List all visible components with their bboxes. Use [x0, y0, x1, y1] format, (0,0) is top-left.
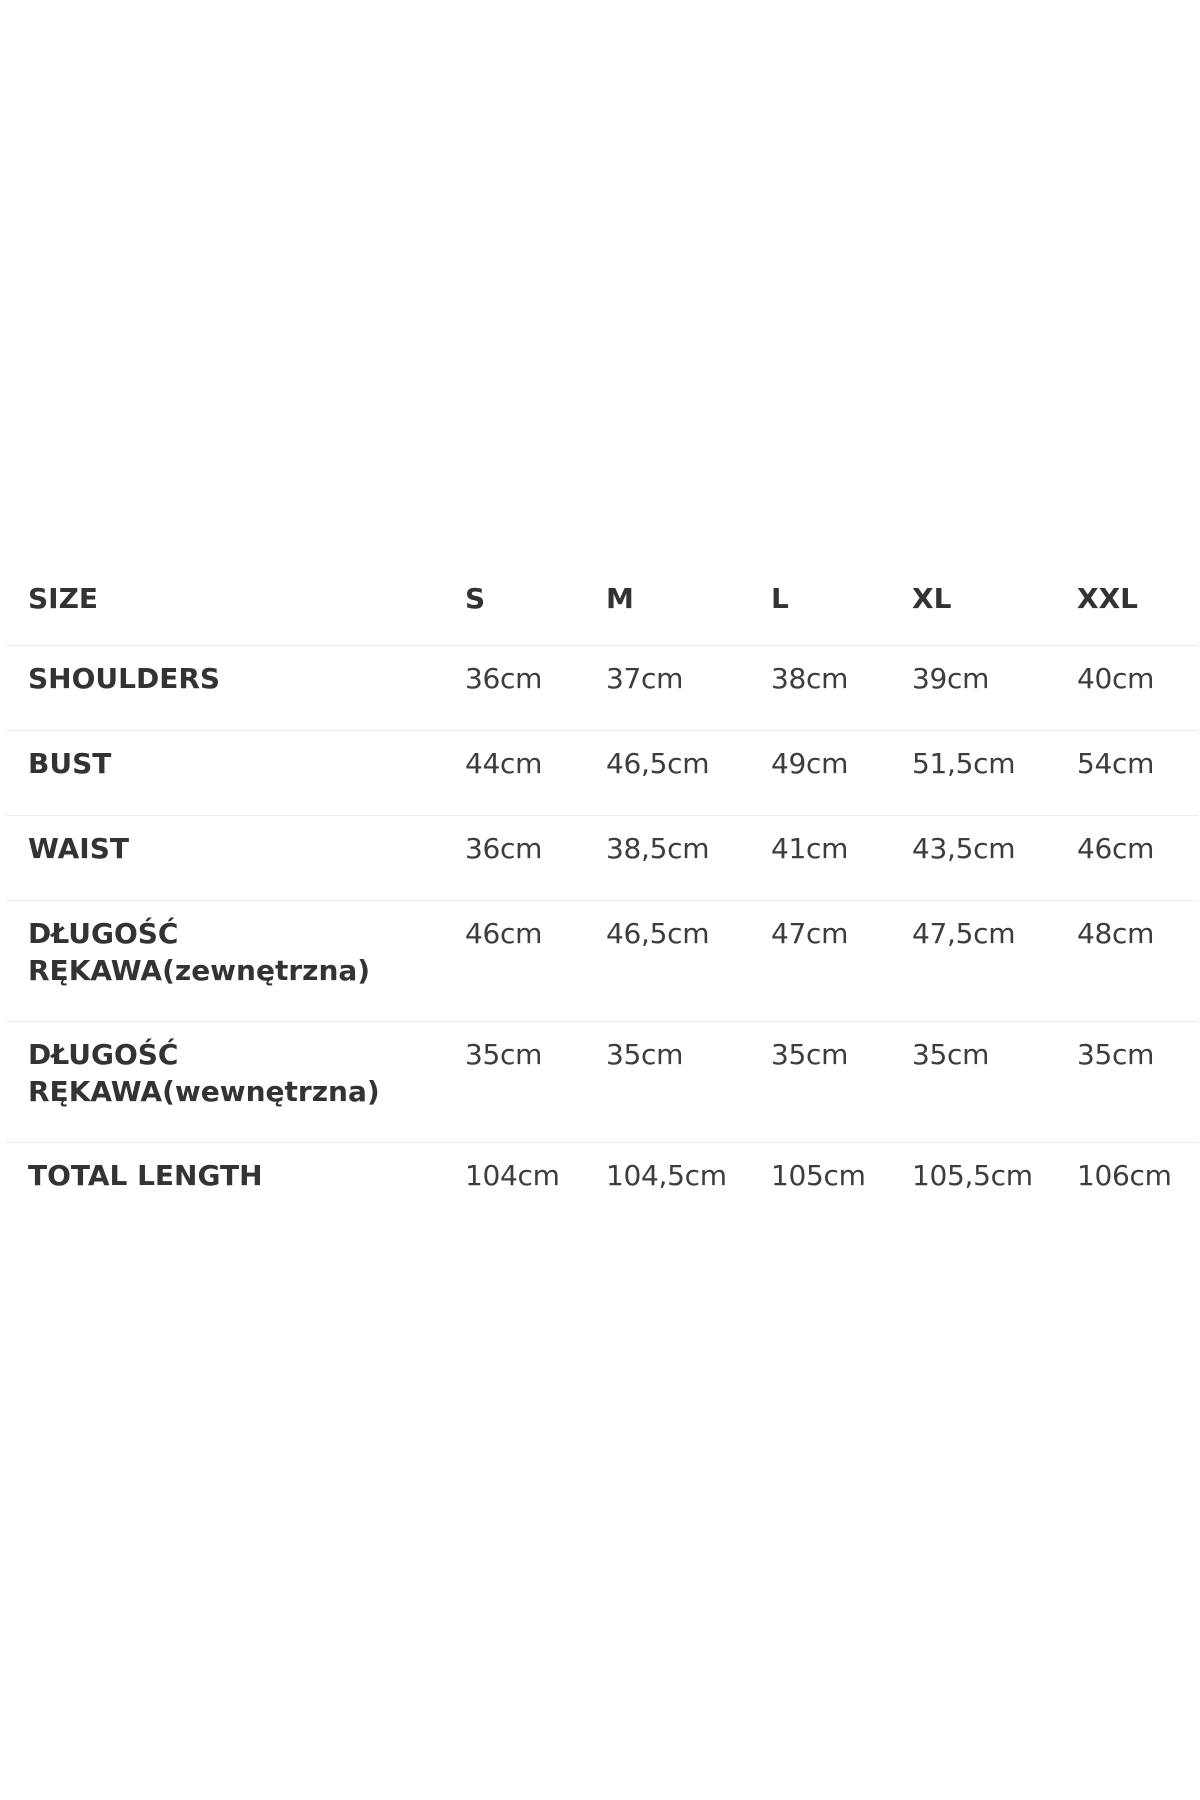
header-size-s: S: [465, 582, 486, 615]
table-cell: 35cm: [771, 1037, 849, 1071]
table-header-row: [6, 552, 1198, 645]
table-row: [6, 730, 1198, 815]
table-row: [6, 645, 1198, 730]
table-row: [6, 1021, 1198, 1142]
table-cell: 46,5cm: [606, 746, 710, 780]
table-cell: 35cm: [1077, 1037, 1155, 1071]
table-cell: 35cm: [912, 1037, 990, 1071]
header-size-m: M: [606, 582, 634, 615]
table-cell: 44cm: [465, 746, 543, 780]
table-cell: 38cm: [771, 661, 849, 695]
table-cell: 37cm: [606, 661, 684, 695]
table-cell: 46,5cm: [606, 916, 710, 950]
table-cell: 35cm: [606, 1037, 684, 1071]
table-cell: 47cm: [771, 916, 849, 950]
table-cell: 41cm: [771, 831, 849, 865]
table-cell: 105,5cm: [912, 1158, 1033, 1192]
table-row: [6, 900, 1198, 1021]
row-label-total-length: TOTAL LENGTH: [28, 1158, 263, 1192]
header-size-label: SIZE: [28, 582, 99, 615]
table-cell: 105cm: [771, 1158, 866, 1192]
table-cell: 106cm: [1077, 1158, 1172, 1192]
row-label-waist: WAIST: [28, 831, 129, 865]
header-size-l: L: [771, 582, 789, 615]
table-row: [6, 1142, 1198, 1227]
header-size-xxl: XXL: [1077, 582, 1139, 615]
table-cell: 104,5cm: [606, 1158, 727, 1192]
table-cell: 46cm: [465, 916, 543, 950]
row-label-sleeve-inner: DŁUGOŚĆ RĘKAWA(wewnętrzna): [28, 1037, 380, 1108]
table-cell: 40cm: [1077, 661, 1155, 695]
row-label-sleeve-outer: DŁUGOŚĆ RĘKAWA(zewnętrzna): [28, 916, 371, 987]
table-cell: 51,5cm: [912, 746, 1016, 780]
header-size-xl: XL: [912, 582, 952, 615]
table-cell: 48cm: [1077, 916, 1155, 950]
table-cell: 54cm: [1077, 746, 1155, 780]
table-row: [6, 815, 1198, 900]
table-cell: 46cm: [1077, 831, 1155, 865]
table-cell: 38,5cm: [606, 831, 710, 865]
size-chart-table: [6, 552, 1198, 1227]
table-cell: 39cm: [912, 661, 990, 695]
table-cell: 35cm: [465, 1037, 543, 1071]
table-cell: 47,5cm: [912, 916, 1016, 950]
table-cell: 36cm: [465, 661, 543, 695]
table-cell: 36cm: [465, 831, 543, 865]
table-cell: 43,5cm: [912, 831, 1016, 865]
table-cell: 104cm: [465, 1158, 560, 1192]
row-label-bust: BUST: [28, 746, 112, 780]
row-label-shoulders: SHOULDERS: [28, 661, 221, 695]
table-cell: 49cm: [771, 746, 849, 780]
